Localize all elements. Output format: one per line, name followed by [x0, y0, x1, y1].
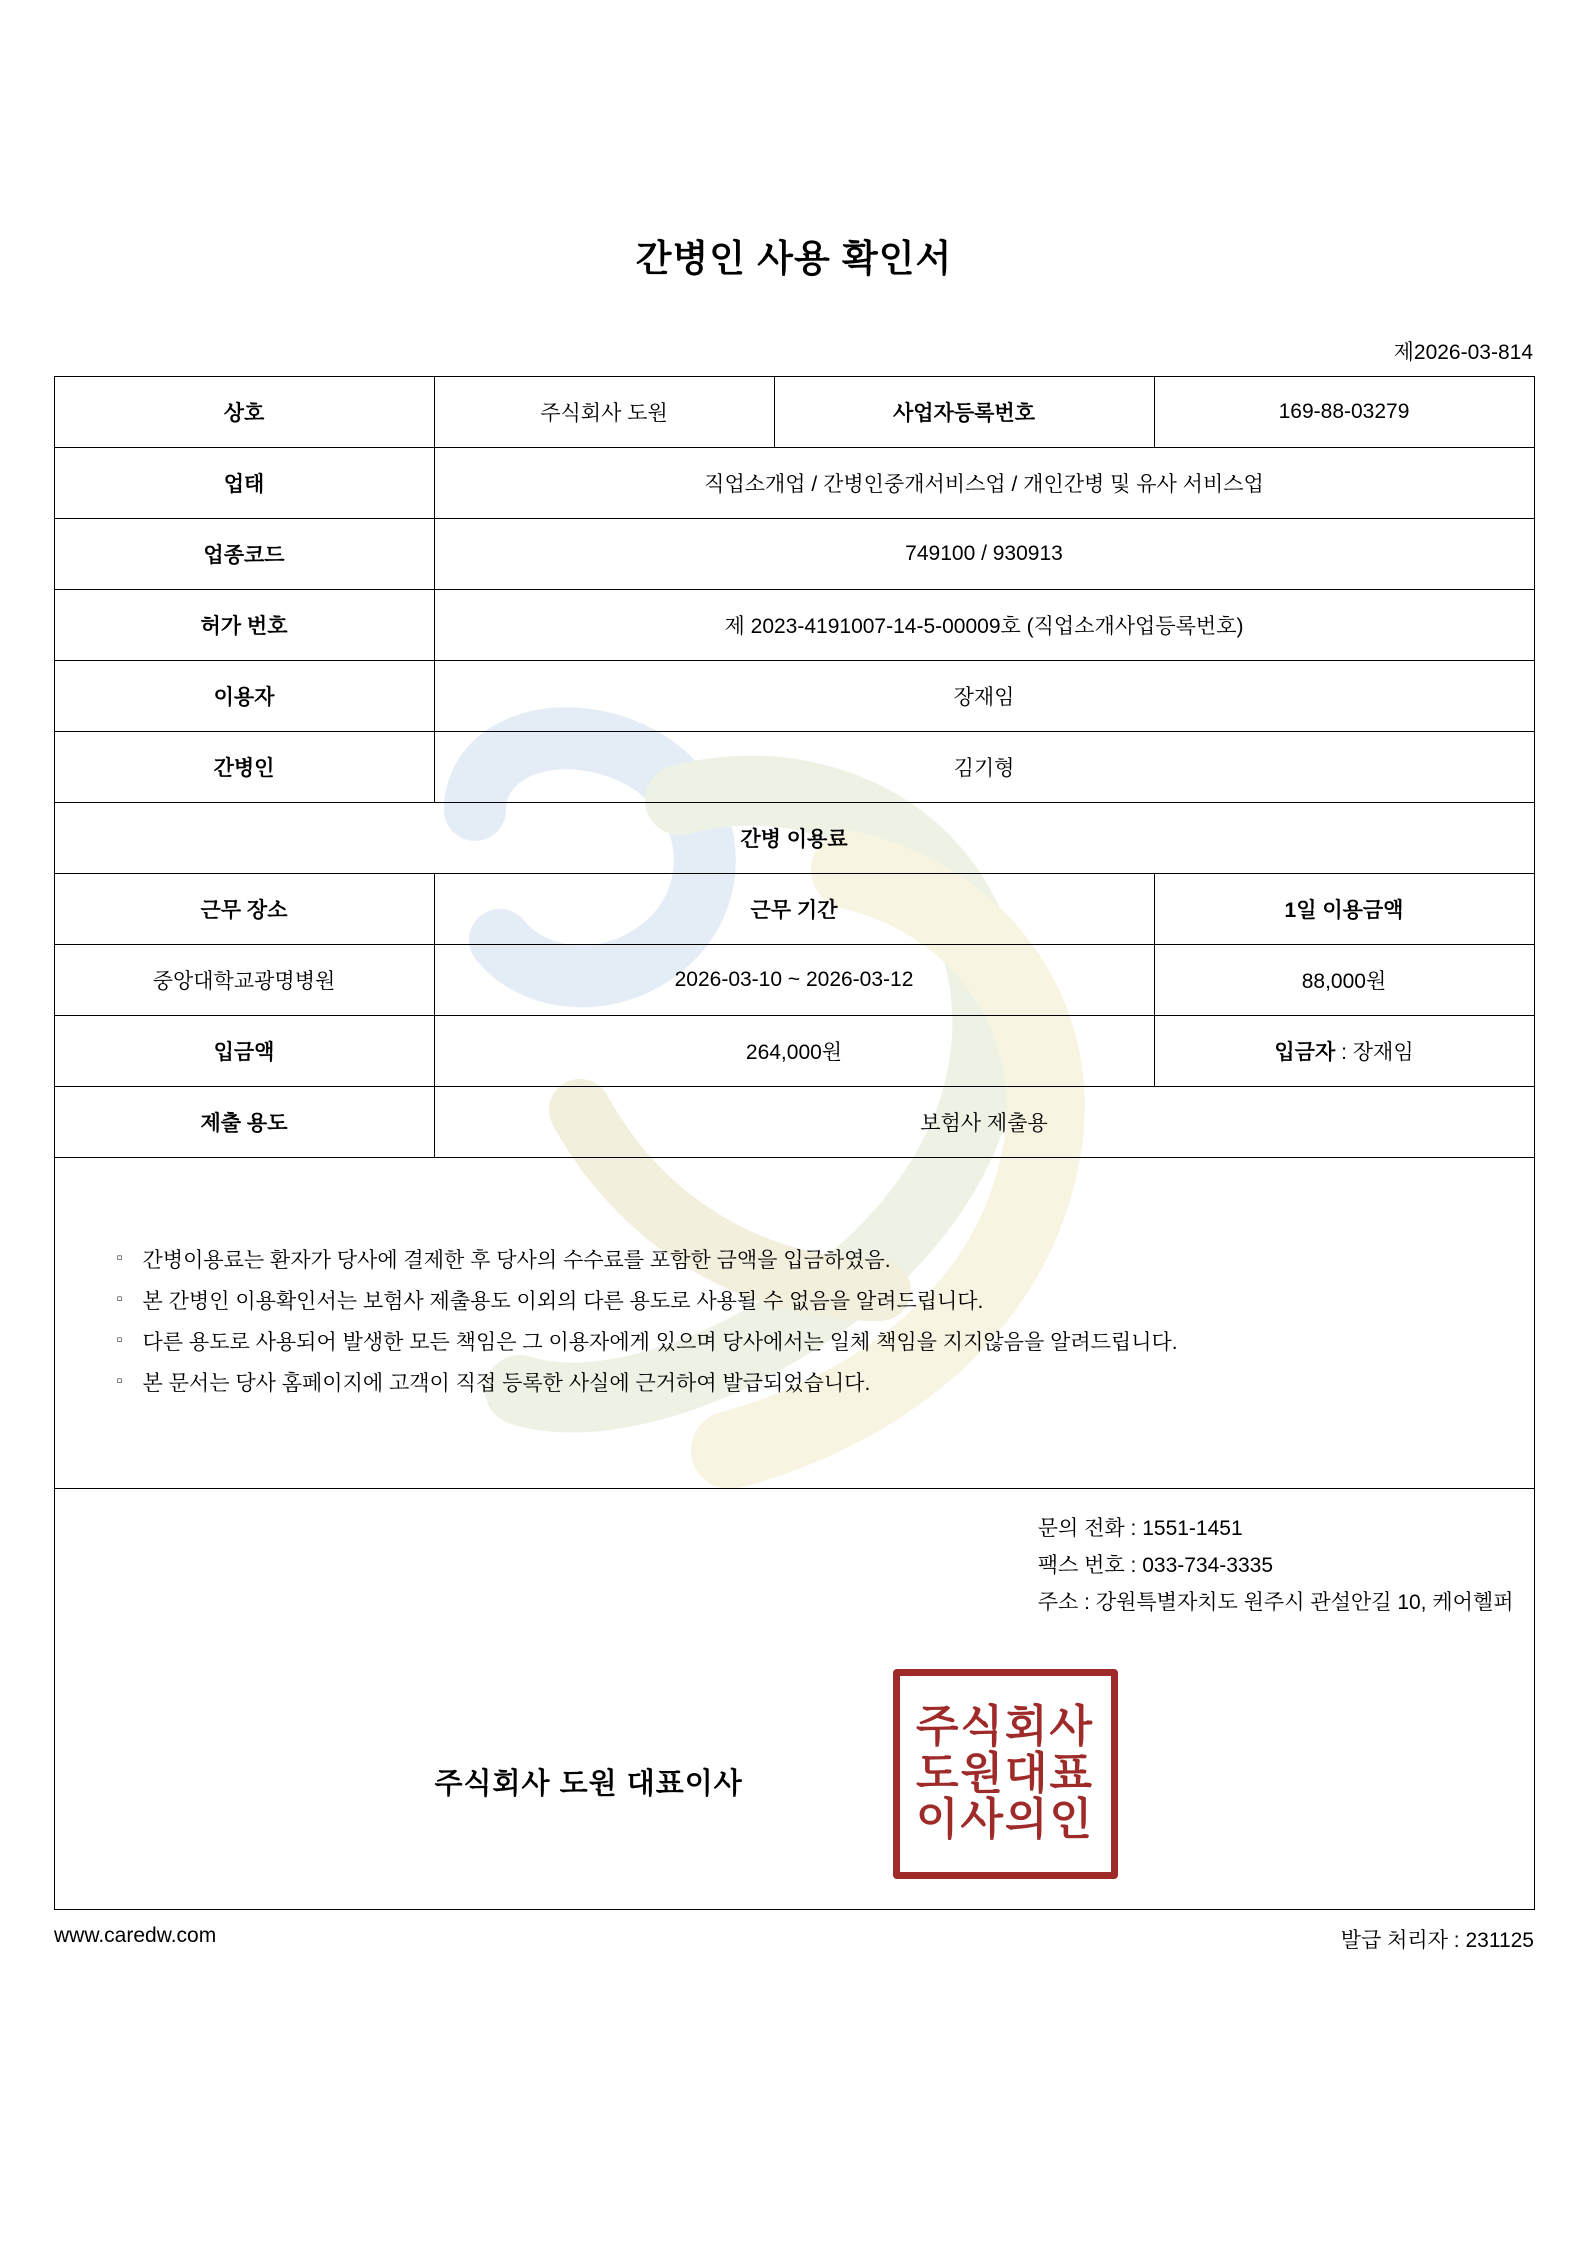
- table-row: [54, 1489, 1534, 1910]
- table-row: [54, 874, 1534, 945]
- stamp-line-3: 이사의인: [915, 1794, 1094, 1846]
- footer-website[interactable]: www.caredw.com: [54, 1924, 217, 1947]
- value-depositor: : 장재임: [1341, 1041, 1414, 1064]
- company-seal-stamp: [893, 1669, 1118, 1879]
- table-row: [54, 803, 1534, 874]
- value-purpose: 보험사 제출용: [434, 1087, 1534, 1158]
- stamp-line-2: 도원대표: [915, 1747, 1094, 1799]
- value-daily-fee: 88,000원: [1154, 945, 1534, 1016]
- table-row: [54, 1087, 1534, 1158]
- list-item: ▫ 본 문서는 당사 홈페이지에 고객이 직접 등록한 사실에 근거하여 발급되었습니다.: [117, 1364, 1534, 1405]
- table-row: [54, 590, 1534, 661]
- label-company: 상호: [54, 377, 434, 448]
- contact-block: [1038, 1511, 1514, 1621]
- section-title-fee: 간병 이용료: [54, 803, 1534, 874]
- value-work-place: 중앙대학교광명병원: [54, 945, 434, 1016]
- label-business-type: 업태: [54, 448, 434, 519]
- value-caregiver: 김기형: [434, 732, 1534, 803]
- table-row: [54, 945, 1534, 1016]
- stamp-text: [903, 1679, 1108, 1869]
- notes-list: [117, 1241, 1534, 1405]
- value-company: 주식회사 도원: [434, 377, 774, 448]
- label-license-number: 허가 번호: [54, 590, 434, 661]
- header-work-period: 근무 기간: [434, 874, 1154, 945]
- signature-name: 주식회사 도원 대표이사: [434, 1768, 743, 1800]
- label-caregiver: 간병인: [54, 732, 434, 803]
- list-item: ▫ 본 간병인 이용확인서는 보험사 제출용도 이외의 다른 용도로 사용될 수 없음을 알려드립니다.: [117, 1282, 1534, 1323]
- label-industry-code: 업종코드: [54, 519, 434, 590]
- table-row: [54, 519, 1534, 590]
- table-row: [54, 377, 1534, 448]
- table-row: [54, 661, 1534, 732]
- depositor-cell: [1154, 1016, 1534, 1087]
- label-purpose: 제출 용도: [54, 1087, 434, 1158]
- document-number: 제2026-03-814: [1393, 341, 1533, 364]
- value-work-period: 2026-03-10 ~ 2026-03-12: [434, 945, 1154, 1016]
- certificate-table: [54, 376, 1535, 1910]
- contact-address: 주소 : 강원특별자치도 원주시 관설안길 10, 케어헬퍼: [1037, 1590, 1514, 1614]
- signature-block: [55, 1699, 1534, 1899]
- label-depositor: 입금자: [1274, 1041, 1336, 1064]
- page-footer: [54, 1924, 1534, 1954]
- value-industry-code: 749100 / 930913: [434, 519, 1534, 590]
- contact-fax: 팩스 번호 : 033-734-3335: [1037, 1553, 1273, 1577]
- list-item: ▫ 다른 용도로 사용되어 발생한 모든 책임은 그 이용자에게 있으며 당사에서는 일체 책임을 지지않음을 알려드립니다.: [117, 1323, 1534, 1364]
- value-business-number: 169-88-03279: [1154, 377, 1534, 448]
- list-item: ▫ 간병이용료는 환자가 당사에 결제한 후 당사의 수수료를 포함한 금액을 입금하였음.: [117, 1241, 1534, 1282]
- label-user: 이용자: [54, 661, 434, 732]
- header-work-place: 근무 장소: [54, 874, 434, 945]
- table-row: [54, 448, 1534, 519]
- stamp-line-1: 주식회사: [915, 1701, 1094, 1753]
- label-business-number: 사업자등록번호: [774, 377, 1154, 448]
- contact-phone: 문의 전화 : 1551-1451: [1037, 1517, 1243, 1540]
- footer-issuer: 발급 처리자 : 231125: [1340, 1929, 1534, 1952]
- contact-signature-section: [54, 1489, 1534, 1910]
- table-row: [54, 732, 1534, 803]
- notes-section: [54, 1158, 1534, 1489]
- page-title: 간병인 사용 확인서: [635, 238, 953, 279]
- table-row: [54, 1158, 1534, 1489]
- header-daily-fee: 1일 이용금액: [1154, 874, 1534, 945]
- value-license-number: 제 2023-4191007-14-5-00009호 (직업소개사업등록번호): [434, 590, 1534, 661]
- value-business-type: 직업소개업 / 간병인중개서비스업 / 개인간병 및 유사 서비스업: [434, 448, 1534, 519]
- table-row: [54, 1016, 1534, 1087]
- value-deposit-amount: 264,000원: [434, 1016, 1154, 1087]
- value-user: 장재임: [434, 661, 1534, 732]
- label-deposit-amount: 입금액: [54, 1016, 434, 1087]
